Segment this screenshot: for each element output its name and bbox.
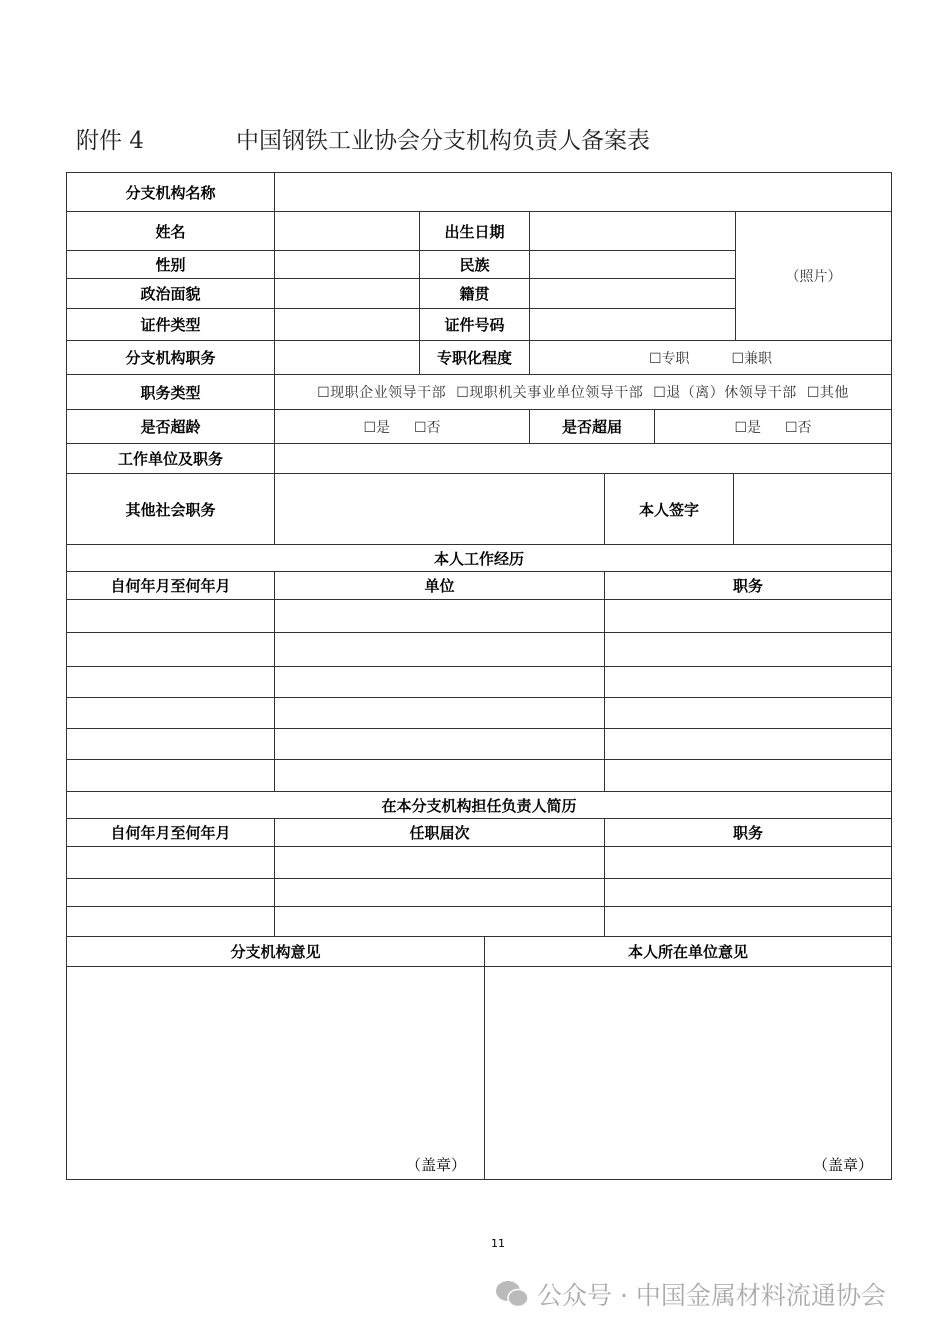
unit-opinion-field[interactable]	[484, 966, 892, 1180]
label-work-unit: 工作单位及职务	[66, 443, 275, 474]
label-branch-post: 分支机构职务	[66, 340, 275, 375]
label-native-place: 籍贯	[419, 278, 530, 309]
label-specialization: 专职化程度	[419, 340, 530, 375]
work-history-header-unit: 单位	[274, 571, 605, 600]
wh-row-1-cell-2[interactable]	[604, 632, 892, 667]
wh-row-5-cell-2[interactable]	[604, 759, 892, 792]
label-ethnicity: 民族	[419, 250, 530, 279]
native-place-field[interactable]	[529, 278, 736, 309]
name-field[interactable]	[274, 211, 420, 251]
unit-opinion-header: 本人所在单位意见	[484, 936, 892, 967]
id-number-field[interactable]	[529, 308, 736, 341]
branch-history-header-post: 职务	[604, 818, 892, 847]
work-history-header-post: 职务	[604, 571, 892, 600]
label-signature: 本人签字	[604, 473, 734, 545]
checkbox-parttime[interactable]: ☐兼职	[731, 350, 773, 367]
bh-row-1-cell-2[interactable]	[604, 878, 892, 907]
wh-row-0-cell-1[interactable]	[274, 599, 605, 633]
page-number: 11	[491, 1237, 505, 1250]
checkbox-other[interactable]: ☐其他	[806, 385, 849, 401]
wh-row-3-cell-1[interactable]	[274, 697, 605, 729]
checkbox-over-term-yes[interactable]: ☐是	[734, 419, 761, 436]
bh-row-1-cell-1[interactable]	[274, 878, 605, 907]
politics-field[interactable]	[274, 278, 420, 309]
form-title: 中国钢铁工业协会分支机构负责人备案表	[236, 128, 650, 154]
watermark-text: 公众号 · 中国金属材料流通协会	[537, 1281, 886, 1310]
wh-row-3-cell-0[interactable]	[66, 697, 275, 729]
branch-history-header-term: 任职届次	[274, 818, 605, 847]
work-unit-field[interactable]	[274, 443, 892, 474]
branch-opinion-field[interactable]	[66, 966, 485, 1180]
label-birth: 出生日期	[419, 211, 530, 251]
post-type-options	[274, 374, 892, 410]
checkbox-fulltime[interactable]: ☐专职	[648, 350, 690, 367]
ethnicity-field[interactable]	[529, 250, 736, 279]
wh-row-2-cell-0[interactable]	[66, 666, 275, 698]
checkbox-retired-leader[interactable]: ☐退（离）休领导干部	[653, 385, 797, 401]
branch-seal-label: （盖章）	[405, 1156, 466, 1174]
checkbox-over-term-no[interactable]: ☐否	[785, 419, 812, 436]
wh-row-3-cell-2[interactable]	[604, 697, 892, 729]
signature-field[interactable]	[733, 473, 892, 545]
wh-row-5-cell-0[interactable]	[66, 759, 275, 792]
label-gender: 性别	[66, 250, 275, 279]
wh-row-2-cell-1[interactable]	[274, 666, 605, 698]
branch-opinion-header: 分支机构意见	[66, 936, 485, 967]
attachment-label: 附件 4	[76, 128, 144, 154]
unit-seal-label: （盖章）	[812, 1156, 873, 1174]
photo-box[interactable]: （照片）	[735, 211, 892, 341]
wh-row-2-cell-2[interactable]	[604, 666, 892, 698]
label-id-type: 证件类型	[66, 308, 275, 341]
wh-row-5-cell-1[interactable]	[274, 759, 605, 792]
label-over-age: 是否超龄	[66, 409, 275, 444]
work-history-header-period: 自何年月至何年月	[66, 571, 275, 600]
wh-row-1-cell-0[interactable]	[66, 632, 275, 667]
branch-post-field[interactable]	[274, 340, 420, 375]
wh-row-4-cell-2[interactable]	[604, 728, 892, 760]
branch-name-field[interactable]	[274, 172, 892, 212]
wh-row-1-cell-1[interactable]	[274, 632, 605, 667]
work-history-title: 本人工作经历	[66, 544, 892, 572]
watermark	[495, 1276, 886, 1312]
checkbox-over-age-no[interactable]: ☐否	[414, 419, 441, 436]
bh-row-2-cell-0[interactable]	[66, 906, 275, 937]
over-age-options	[274, 409, 530, 444]
label-post-type: 职务类型	[66, 374, 275, 410]
checkbox-over-age-yes[interactable]: ☐是	[363, 419, 390, 436]
bh-row-2-cell-1[interactable]	[274, 906, 605, 937]
id-type-field[interactable]	[274, 308, 420, 341]
label-id-number: 证件号码	[419, 308, 530, 341]
bh-row-0-cell-2[interactable]	[604, 846, 892, 879]
bh-row-0-cell-0[interactable]	[66, 846, 275, 879]
branch-history-title: 在本分支机构担任负责人简历	[66, 791, 892, 819]
over-term-options	[654, 409, 892, 444]
bh-row-2-cell-2[interactable]	[604, 906, 892, 937]
wh-row-4-cell-0[interactable]	[66, 728, 275, 760]
specialization-options	[529, 340, 892, 375]
label-name: 姓名	[66, 211, 275, 251]
label-branch-name: 分支机构名称	[66, 172, 275, 212]
checkbox-institution-leader[interactable]: ☐现职机关事业单位领导干部	[456, 385, 644, 401]
label-politics: 政治面貌	[66, 278, 275, 309]
wh-row-0-cell-2[interactable]	[604, 599, 892, 633]
wh-row-4-cell-1[interactable]	[274, 728, 605, 760]
birth-field[interactable]	[529, 211, 736, 251]
checkbox-enterprise-leader[interactable]: ☐现职企业领导干部	[317, 385, 447, 401]
label-other-posts: 其他社会职务	[66, 473, 275, 545]
gender-field[interactable]	[274, 250, 420, 279]
other-posts-field[interactable]	[274, 473, 605, 545]
bh-row-1-cell-0[interactable]	[66, 878, 275, 907]
bh-row-0-cell-1[interactable]	[274, 846, 605, 879]
branch-history-header-period: 自何年月至何年月	[66, 818, 275, 847]
wh-row-0-cell-0[interactable]	[66, 599, 275, 633]
label-over-term: 是否超届	[529, 409, 655, 444]
wechat-icon	[495, 1280, 529, 1308]
